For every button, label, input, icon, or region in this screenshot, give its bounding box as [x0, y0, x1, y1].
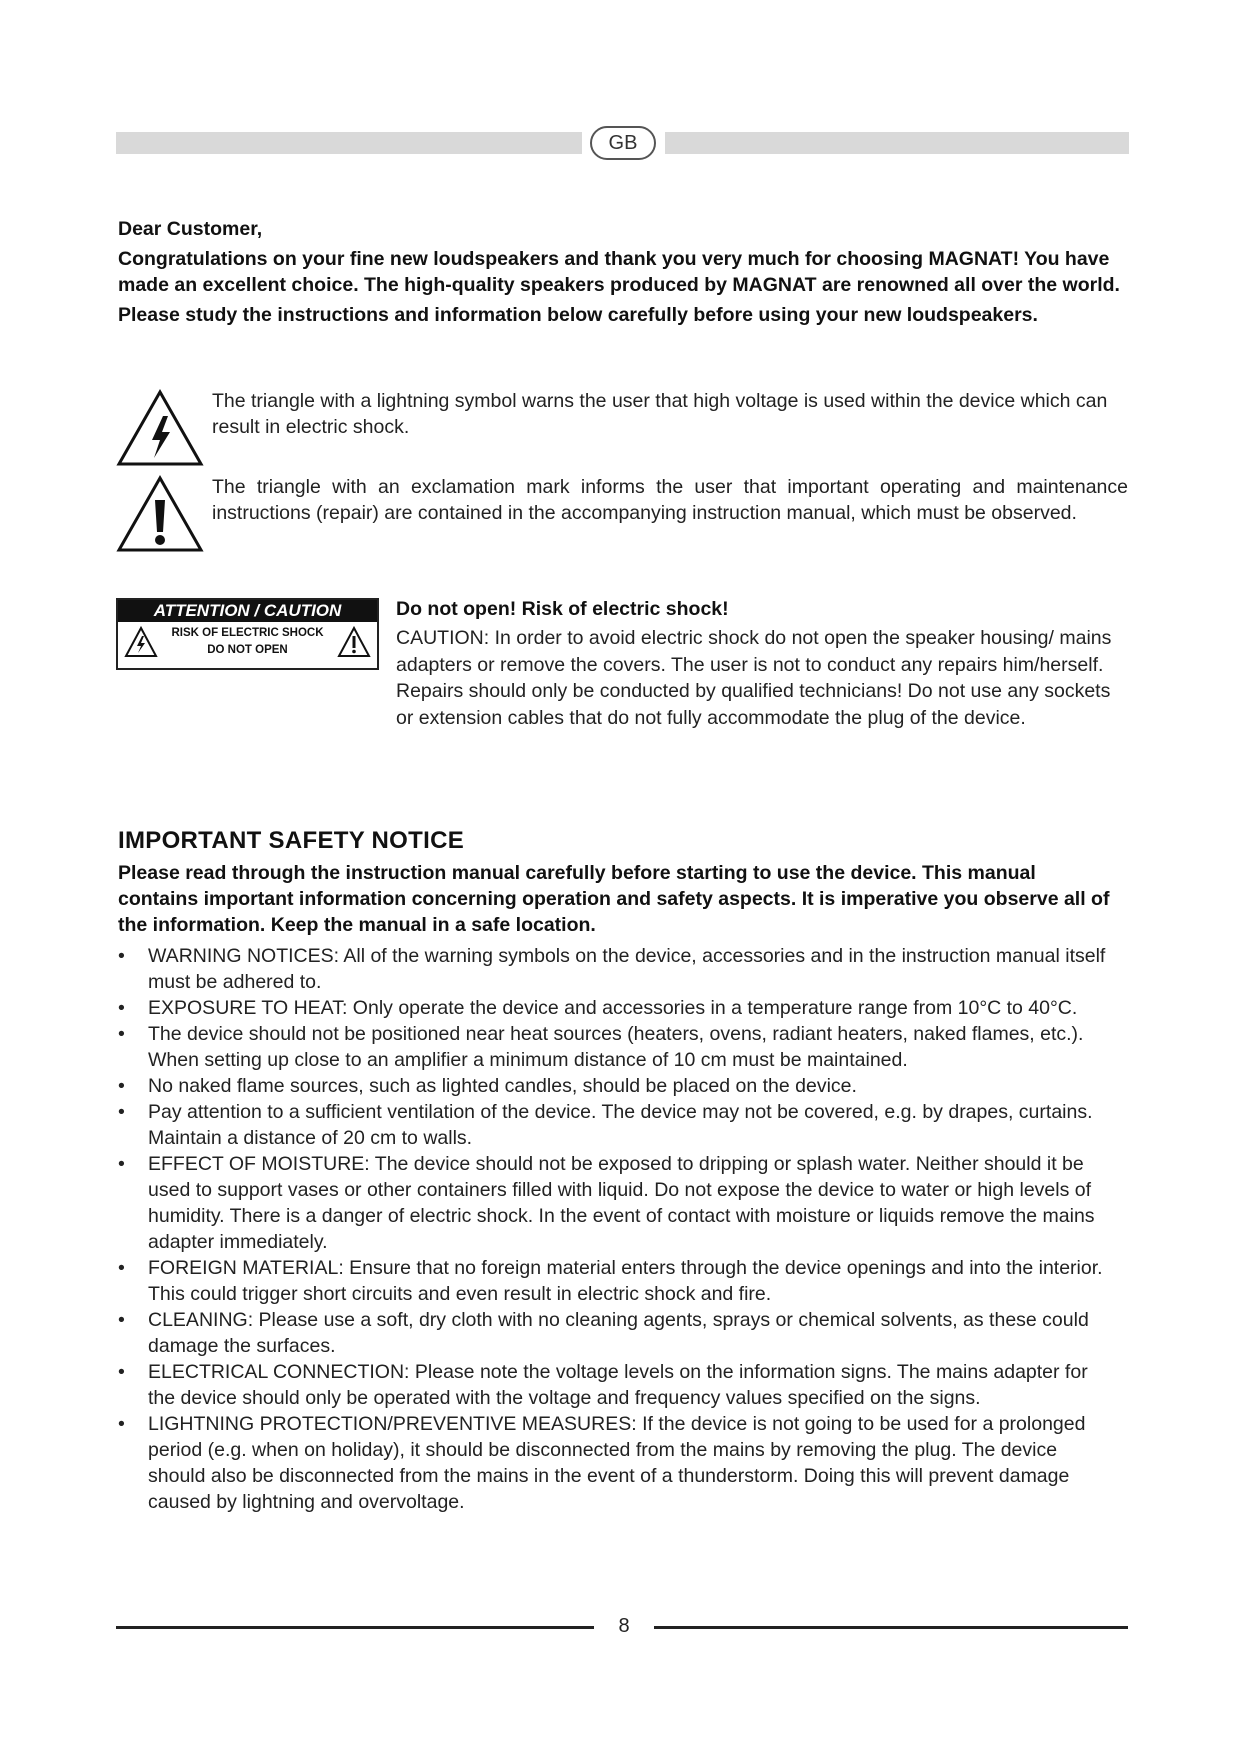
list-item: • No naked flame sources, such as lighted candles, should be placed on the device.: [118, 1075, 857, 1097]
bullet-icon: •: [118, 1075, 125, 1097]
greeting: Dear Customer,: [118, 218, 263, 240]
caution-body: CAUTION: In order to avoid electric shock do not open the speaker housing/ mains adapters or remove the covers. The user is not to conduct any repairs him/herself. Repairs should only be conducted by qualified technicians! Do not use any sockets or extension cables that do not fully accommodate the plug of the device.: [396, 627, 1112, 729]
congratulations-text: Congratulations on your fine new loudspeakers and thank you very much for choosing MAGNAT! You have made an excellent choice. The high-quality speakers produced by MAGNAT are renowned all over the world.: [118, 248, 1120, 296]
list-item: • EFFECT OF MOISTURE: The device should not be exposed to dripping or splash water. Neither should it be used to support vases or other containers filled with liquid. Do not expose the device to water or high levels of humidity. There is a danger of electric shock. In the event of contact with moisture or liquids remove the mains adapter immediately.: [118, 1153, 1095, 1253]
lightning-warning-text: The triangle with a lightning symbol warns the user that high voltage is used within the device which can result in electric shock.: [212, 390, 1108, 438]
bullet-icon: •: [118, 1309, 125, 1331]
bullet-icon: •: [118, 1101, 125, 1123]
caution-label: [116, 598, 379, 670]
header-bar-right: [665, 132, 1129, 154]
study-instructions-text: Please study the instructions and information below carefully before using your new loudspeakers.: [118, 304, 1038, 326]
lightning-warning-icon: [124, 626, 158, 658]
list-item: • WARNING NOTICES: All of the warning symbols on the device, accessories and in the instruction manual itself must be adhered to.: [118, 945, 1106, 993]
header-bar-left: [116, 132, 582, 154]
bullet-icon: •: [118, 945, 125, 967]
page-number: 8: [618, 1615, 630, 1637]
lightning-warning-icon: [116, 388, 204, 468]
list-item: • EXPOSURE TO HEAT: Only operate the device and accessories in a temperature range from 10°C to 40°C.: [118, 997, 1078, 1019]
safety-notice-title: IMPORTANT SAFETY NOTICE: [118, 827, 465, 854]
bullet-icon: •: [118, 997, 125, 1019]
intro-section: [118, 216, 1128, 332]
bullet-icon: •: [118, 1023, 125, 1045]
caution-section: [396, 596, 1118, 731]
exclamation-warning-icon: [337, 626, 371, 658]
language-badge: GB: [590, 126, 656, 160]
exclamation-warning-text: The triangle with an exclamation mark informs the user that important operating and maintenance instructions (repair) are contained in the accompanying instruction manual, which must be observed.: [212, 476, 1128, 524]
footer-rule-left: [116, 1626, 594, 1629]
list-item: • ELECTRICAL CONNECTION: Please note the voltage levels on the information signs. The mains adapter for the device should only be operated with the voltage and frequency values specified on the signs.: [118, 1361, 1088, 1409]
caution-label-title: ATTENTION / CAUTION: [118, 600, 377, 622]
footer-rule-right: [654, 1626, 1128, 1629]
caution-label-line2: DO NOT OPEN: [207, 644, 288, 656]
bullet-icon: •: [118, 1153, 125, 1175]
bullet-icon: •: [118, 1361, 125, 1383]
list-item: • CLEANING: Please use a soft, dry cloth with no cleaning agents, sprays or chemical solvents, as these could damage the surfaces.: [118, 1309, 1089, 1357]
list-item: • FOREIGN MATERIAL: Ensure that no foreign material enters through the device openings and into the interior. This could trigger short circuits and even result in electric shock and fire.: [118, 1257, 1103, 1305]
safety-notice-intro: Please read through the instruction manual carefully before starting to use the device. This manual contains important information concerning operation and safety aspects. It is imperative you observe all of the information. Keep the manual in a safe location.: [118, 862, 1110, 936]
caution-label-line1: RISK OF ELECTRIC SHOCK: [171, 627, 324, 639]
exclamation-warning-icon: [116, 474, 204, 554]
exclamation-warning-row: [116, 474, 1128, 558]
bullet-icon: •: [118, 1257, 125, 1279]
list-item: • The device should not be positioned near heat sources (heaters, ovens, radiant heaters, naked flames, etc.). When setting up close to an amplifier a minimum distance of 10 cm must be maintained.: [118, 1023, 1084, 1071]
lightning-warning-row: [116, 388, 1128, 472]
caution-heading: Do not open! Risk of electric shock!: [396, 598, 729, 620]
list-item: • LIGHTNING PROTECTION/PREVENTIVE MEASURES: If the device is not going to be used for a prolonged period (e.g. when on holiday), it should be disconnected from the mains by removing the plug. The device should also be disconnected from the mains in the event of a thunderstorm. Doing this will prevent damage caused by lightning and overvoltage.: [118, 1413, 1086, 1513]
list-item: • Pay attention to a sufficient ventilation of the device. The device may not be covered, e.g. by drapes, curtains. Maintain a distance of 20 cm to walls.: [118, 1101, 1093, 1149]
bullet-icon: •: [118, 1413, 125, 1435]
safety-bullet-list: [118, 943, 1118, 1515]
